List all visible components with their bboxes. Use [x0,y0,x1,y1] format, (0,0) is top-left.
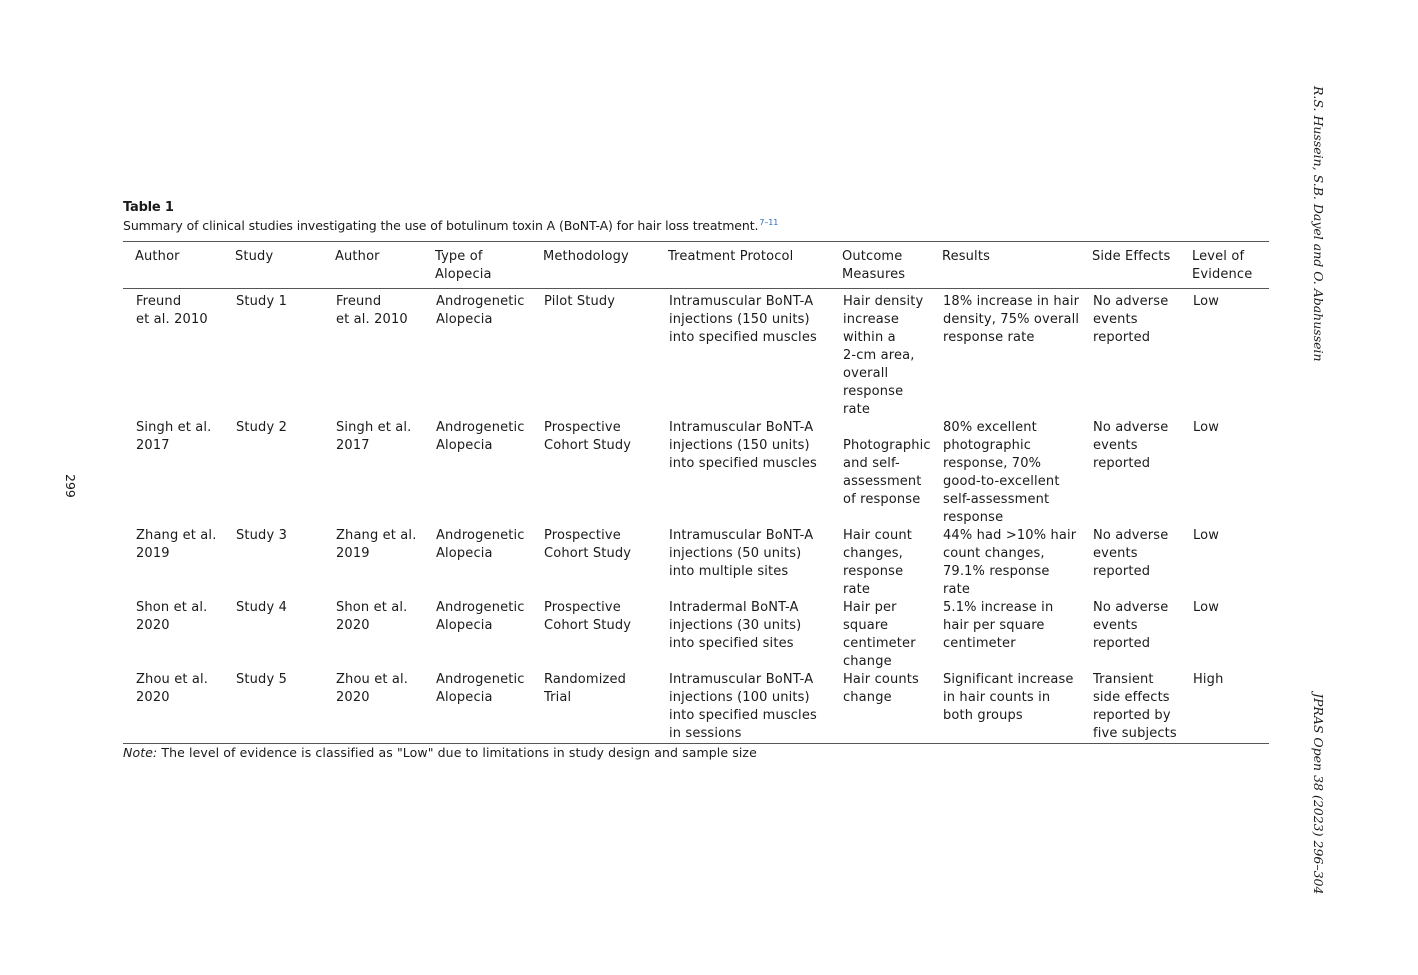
cell-line: Androgenetic [436,600,525,615]
cell-line: Androgenetic [436,528,525,543]
cell-line: 2020 [136,618,170,633]
cell-line: Hair per [843,600,897,615]
cell-line: Androgenetic [436,420,525,435]
cell-author [123,671,223,743]
cell-line: 2019 [136,546,170,561]
cell-methodology [531,671,656,743]
header-alopecia-type [423,248,531,284]
cell-author-2 [323,527,423,599]
cell-line: No adverse [1093,528,1169,543]
cell-line: 2020 [336,618,370,633]
studies-table [123,241,1269,744]
cell-line: square [843,618,889,633]
cell-treatment-protocol [656,293,830,419]
cell-author [123,419,223,527]
cell-line: and self- [843,456,900,471]
cell-line: Cohort Study [544,546,632,561]
cell-study [223,293,323,419]
note-text: The level of evidence is classified as "Low" due to limitations in study design and sample size [157,745,757,760]
cell-line: Hair counts [843,672,919,687]
cell-methodology [531,527,656,599]
cell-author [123,599,223,671]
cell-line: response [843,384,904,399]
header-results [930,248,1080,284]
cell-line: 18% increase in hair [943,294,1080,309]
cell-line: Photographic [843,438,931,453]
cell-line: 80% excellent [943,420,1037,435]
cell-line: 2019 [336,546,370,561]
header-study [223,248,323,284]
cell-line: Alopecia [436,618,493,633]
cell-line: events [1093,438,1138,453]
cell-line: both groups [943,708,1023,723]
cell-results [930,671,1080,743]
cell-treatment-protocol [656,599,830,671]
cell-line: centimeter [843,636,916,651]
table-row [123,671,1269,743]
cell-line: Singh et al. [336,420,412,435]
cell-line: Shon et al. [336,600,408,615]
table-label: Table 1 [123,200,174,215]
cell-level-of-evidence [1180,419,1269,527]
header-outcome-measures [830,248,930,284]
cell-line: Study 4 [236,600,287,615]
header-line: Methodology [543,249,629,264]
cell-line: good-to-excellent [943,474,1060,489]
cell-line: change [843,654,892,669]
table-row [123,599,1269,671]
cell-study [223,599,323,671]
header-line: Type of [435,249,483,264]
cell-line: response [943,510,1004,525]
cell-line: 79.1% response rate [943,564,1050,597]
cell-line: increase [843,312,899,327]
cell-level-of-evidence [1180,599,1269,671]
cell-line: Pilot Study [544,294,616,309]
cell-line: injections (150 units) [669,438,810,453]
cell-side-effects [1080,671,1180,743]
cell-study [223,419,323,527]
cell-line: et al. 2010 [336,312,408,327]
cell-line: Prospective [544,420,621,435]
table-caption [123,218,778,233]
cell-line: response rate [943,330,1035,345]
cell-line: rate [843,582,871,597]
cell-author-2 [323,599,423,671]
cell-line: changes, [843,546,903,561]
header-author-2 [323,248,423,284]
cell-line: rate [843,402,871,417]
cell-line: Shon et al. [136,600,208,615]
cell-line: Transient [1093,672,1154,687]
cell-side-effects [1080,293,1180,419]
cell-line: reported [1093,330,1151,345]
cell-line: change [843,690,892,705]
cell-results [930,419,1080,527]
cell-line: Significant increase [943,672,1074,687]
cell-line: reported [1093,636,1151,651]
cell-line: Cohort Study [544,438,632,453]
header-line: Alopecia [435,267,492,282]
cell-line: Cohort Study [544,618,632,633]
cell-line: 2017 [336,438,370,453]
cell-author-2 [323,671,423,743]
cell-line: five subjects [1093,726,1177,741]
header-level-of-evidence [1180,248,1269,284]
header-line: Results [942,249,990,264]
cell-line: Intramuscular BoNT-A [669,420,814,435]
caption-text: Summary of clinical studies investigating the use of botulinum toxin A (BoNT-A) for hair loss treatment. [123,218,759,233]
cell-line: Study 2 [236,420,287,435]
cell-line: Study 5 [236,672,287,687]
cell-alopecia-type [423,599,531,671]
header-line: Study [235,249,274,264]
cell-level-of-evidence [1180,671,1269,743]
cell-line: response [843,564,904,579]
header-author [123,248,223,284]
cell-line: et al. 2010 [136,312,208,327]
table-row [123,289,1269,419]
cell-line: Intramuscular BoNT-A [669,528,814,543]
cell-line: Intramuscular BoNT-A [669,294,814,309]
cell-line: Trial [544,690,572,705]
cell-line: Alopecia [436,690,493,705]
cell-treatment-protocol [656,671,830,743]
running-head-authors: R.S. Hussein, S.B. Dayel and O. Abahussein [1311,86,1326,362]
cell-line: reported [1093,456,1151,471]
cell-level-of-evidence [1180,293,1269,419]
cell-line: Intramuscular BoNT-A [669,672,814,687]
cell-line: of response [843,492,921,507]
cell-line: 2020 [136,690,170,705]
header-line: Measures [842,267,906,282]
cell-line: events [1093,546,1138,561]
cell-author [123,293,223,419]
header-line: Level of [1192,249,1245,264]
cell-side-effects [1080,527,1180,599]
cell-line: into specified muscles [669,456,817,471]
bottom-rule [123,743,1269,744]
cell-line: Alopecia [436,546,493,561]
cell-line: Intradermal BoNT-A [669,600,799,615]
cell-line: Alopecia [436,438,493,453]
cell-line: Low [1193,600,1220,615]
cell-line: Prospective [544,528,621,543]
cell-line: Freund [336,294,382,309]
cell-line: events [1093,618,1138,633]
cell-results [930,293,1080,419]
cell-results [930,527,1080,599]
cell-side-effects [1080,419,1180,527]
cell-author-2 [323,293,423,419]
cell-line: Zhou et al. [336,672,409,687]
table-row [123,419,1269,527]
cell-line: 44% had >10% hair [943,528,1077,543]
cell-line: Prospective [544,600,621,615]
header-line: Evidence [1192,267,1253,282]
cell-author [123,527,223,599]
cell-side-effects [1080,599,1180,671]
cell-treatment-protocol [656,419,830,527]
cell-line: into specified sites [669,636,794,651]
cell-line: Randomized [544,672,627,687]
cell-alopecia-type [423,293,531,419]
header-line: Side Effects [1092,249,1171,264]
cell-line: count changes, [943,546,1045,561]
cell-study [223,671,323,743]
header-line: Author [135,249,180,264]
page-number: 299 [63,474,78,498]
cell-results [930,599,1080,671]
cell-line: photographic [943,438,1032,453]
cell-line: Low [1193,420,1220,435]
cell-line: Hair count [843,528,913,543]
cell-line: Study 3 [236,528,287,543]
cell-line: Hair density [843,294,924,309]
note-label: Note: [123,745,158,760]
cell-line: reported [1093,564,1151,579]
table-note [123,745,757,760]
cell-methodology [531,599,656,671]
cell-methodology [531,293,656,419]
cell-line: side effects [1093,690,1170,705]
cell-line: injections (100 units) [669,690,810,705]
header-methodology [531,248,656,284]
running-head-journal: JPRAS Open 38 (2023) 296–304 [1311,693,1326,895]
table-body [123,289,1269,743]
cell-line: No adverse [1093,294,1169,309]
header-line: Author [335,249,380,264]
caption-reference-link[interactable]: 7–11 [759,218,779,227]
cell-line: Zhang et al. [336,528,417,543]
cell-line: into specified muscles [669,708,817,723]
cell-line: into multiple sites [669,564,789,579]
cell-treatment-protocol [656,527,830,599]
cell-line: Zhou et al. [136,672,209,687]
cell-line: in hair counts in [943,690,1051,705]
cell-outcome-measures [830,419,930,527]
cell-line: 5.1% increase in [943,600,1054,615]
cell-line: Androgenetic [436,294,525,309]
cell-author-2 [323,419,423,527]
cell-line: hair per square [943,618,1045,633]
table-row [123,527,1269,599]
cell-line: in sessions [669,726,742,741]
header-line: Outcome [842,249,903,264]
cell-line: self-assessment [943,492,1050,507]
cell-line: 2020 [336,690,370,705]
cell-outcome-measures [830,599,930,671]
cell-line: High [1193,672,1224,687]
cell-line: response, 70% [943,456,1042,471]
header-line: Treatment Protocol [668,249,794,264]
cell-line: Low [1193,294,1220,309]
cell-methodology [531,419,656,527]
cell-alopecia-type [423,527,531,599]
cell-line: overall [843,366,889,381]
cell-line: Low [1193,528,1220,543]
cell-line: 2-cm area, [843,348,915,363]
cell-alopecia-type [423,419,531,527]
cell-line: injections (30 units) [669,618,802,633]
cell-line [843,419,930,437]
cell-line: No adverse [1093,420,1169,435]
cell-line: 2017 [136,438,170,453]
cell-line: reported by [1093,708,1171,723]
cell-line: injections (150 units) [669,312,810,327]
cell-line: Study 1 [236,294,287,309]
cell-line: within a [843,330,896,345]
cell-outcome-measures [830,293,930,419]
cell-line: Singh et al. [136,420,212,435]
cell-alopecia-type [423,671,531,743]
cell-outcome-measures [830,671,930,743]
cell-level-of-evidence [1180,527,1269,599]
cell-line: into specified muscles [669,330,817,345]
cell-study [223,527,323,599]
cell-line: No adverse [1093,600,1169,615]
cell-line: events [1093,312,1138,327]
cell-line: assessment [843,474,922,489]
header-treatment-protocol [656,248,830,284]
cell-line: centimeter [943,636,1016,651]
cell-line: injections (50 units) [669,546,802,561]
cell-line: density, 75% overall [943,312,1080,327]
cell-line: Alopecia [436,312,493,327]
cell-line: Zhang et al. [136,528,217,543]
header-side-effects [1080,248,1180,284]
cell-outcome-measures [830,527,930,599]
cell-line: Androgenetic [436,672,525,687]
cell-line: Freund [136,294,182,309]
table-header-row [123,242,1269,288]
